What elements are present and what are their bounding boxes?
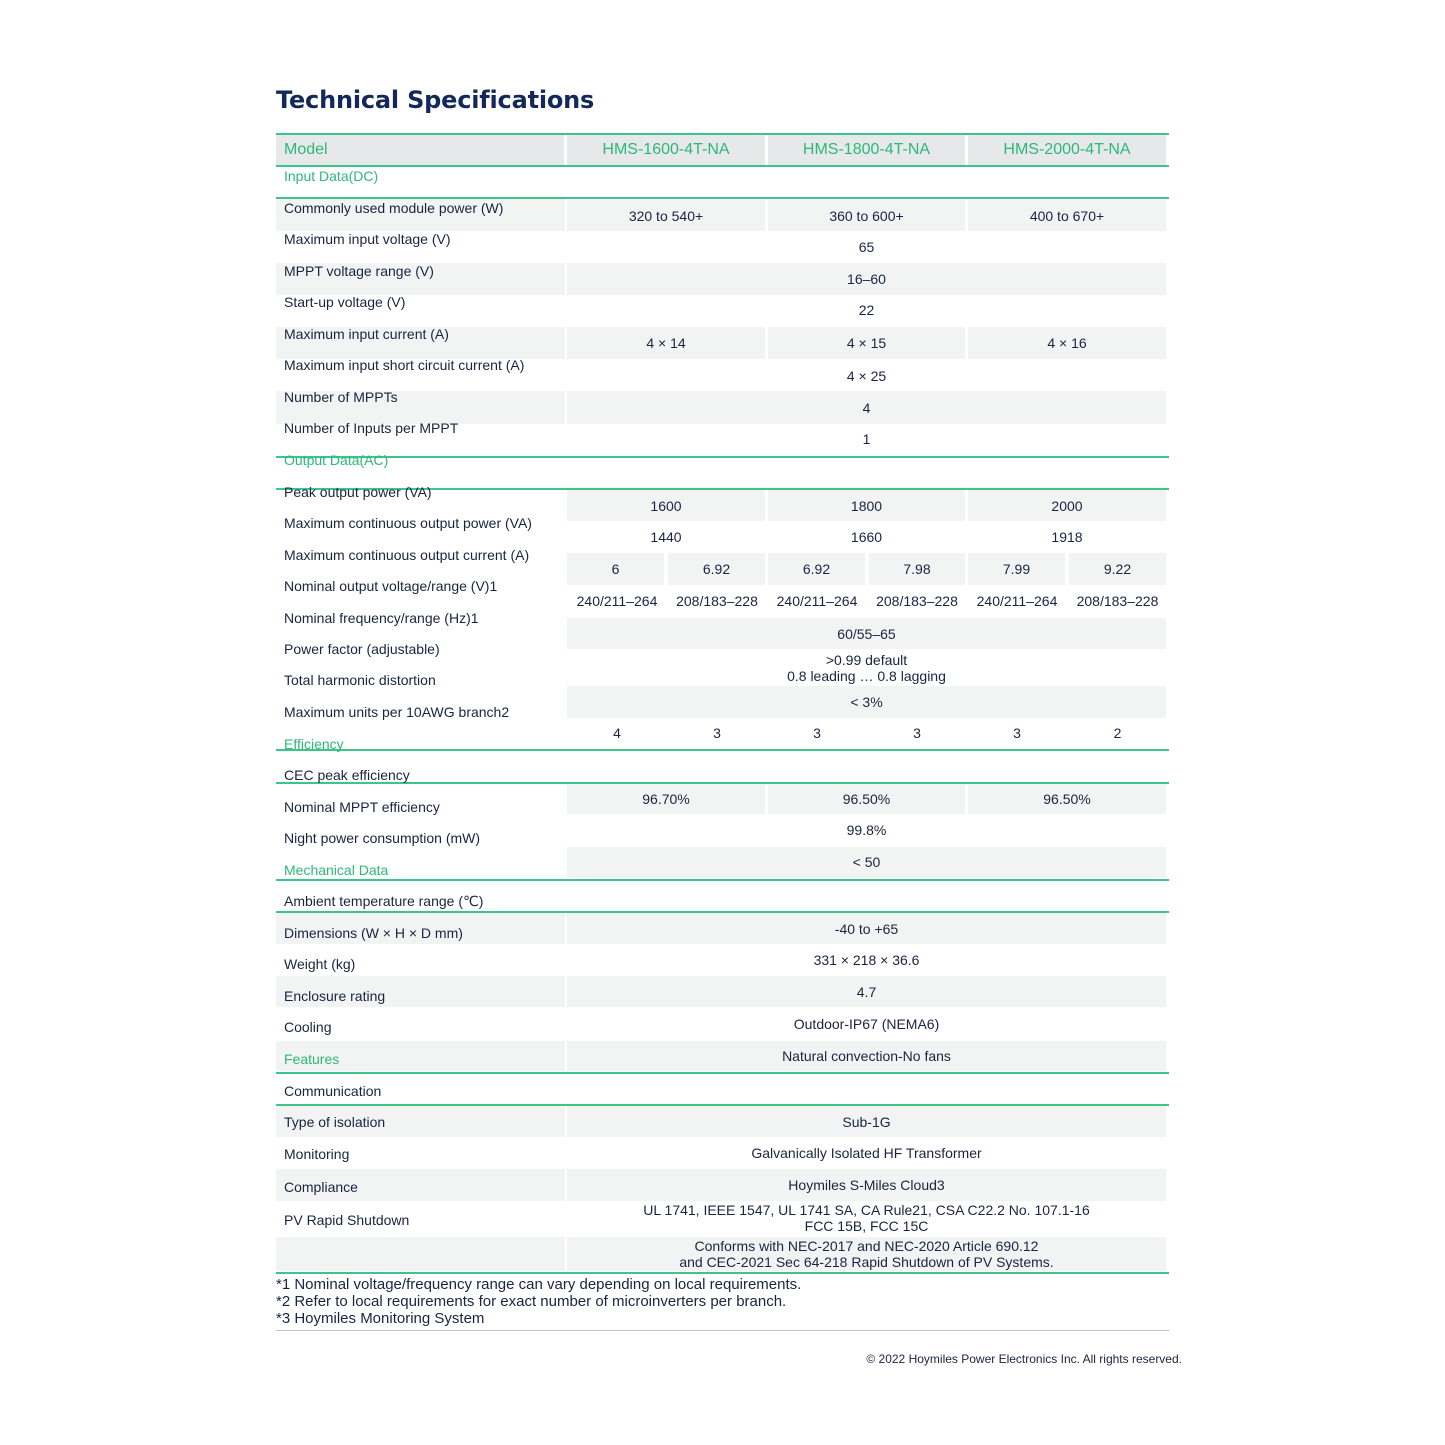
label-compliance: Compliance (284, 1179, 358, 1195)
label-thd: Total harmonic distortion (284, 672, 436, 688)
label-inputs-per-mppt: Number of Inputs per MPPT (284, 420, 459, 436)
value-weight: 4.7 (567, 976, 1166, 1007)
value-max-units-1: 4 (613, 725, 621, 741)
label-power-factor: Power factor (adjustable) (284, 641, 440, 657)
value-nominal-voltage-3: 240/211–264 (776, 592, 858, 609)
value-night-power: < 50 (567, 847, 1166, 877)
value-cec-peak-1: 96.70% (567, 784, 765, 814)
label-enclosure: Enclosure rating (284, 988, 386, 1004)
value-monitoring: Hoymiles S-Miles Cloud3 (567, 1169, 1166, 1201)
value-inputs-per-mppt: 1 (862, 430, 871, 447)
value-nominal-voltage-2: 208/183–228 (676, 592, 758, 609)
value-max-cont-power-3: 1918 (1051, 528, 1083, 545)
value-max-input-voltage: 65 (858, 238, 875, 255)
value-max-cont-power-2: 1660 (850, 528, 883, 545)
label-max-input-current: Maximum input current (A) (284, 326, 449, 342)
row-band (276, 1237, 565, 1271)
value-module-power-3: 400 to 670+ (968, 200, 1166, 231)
header-model-2: HMS-1800-4T-NA (768, 135, 965, 165)
value-nominal-voltage-6: 208/183–228 (1076, 592, 1159, 609)
section-output-data: Output Data(AC) (284, 452, 389, 468)
label-peak-output: Peak output power (VA) (284, 484, 432, 500)
label-night-power: Night power consumption (mW) (284, 830, 481, 846)
value-max-units-2: 3 (713, 725, 721, 741)
rule-line (276, 165, 1169, 167)
label-nominal-voltage: Nominal output voltage/range (V)1 (284, 578, 498, 594)
value-compliance-line2: FCC 15B, FCC 15C (804, 1218, 929, 1234)
section-features: Features (284, 1051, 340, 1067)
value-max-cont-current-4: 7.98 (869, 553, 965, 585)
label-max-short-circuit: Maximum input short circuit current (A) (284, 357, 525, 373)
value-module-power-2: 360 to 600+ (768, 200, 965, 231)
footnote-2: *2 Refer to local requirements for exact number of microinverters per branch. (276, 1293, 787, 1310)
label-mppt-range: MPPT voltage range (V) (284, 263, 434, 279)
value-module-power-1: 320 to 540+ (567, 200, 765, 231)
header-model-cell (276, 135, 564, 165)
label-cec-peak: CEC peak efficiency (284, 767, 410, 783)
value-power-factor (567, 650, 1166, 686)
value-max-cont-current-1: 6 (567, 553, 664, 585)
value-max-units-4: 3 (913, 725, 921, 741)
header-model-label: Model (284, 141, 328, 158)
value-max-cont-current-3: 6.92 (768, 553, 865, 585)
label-monitoring: Monitoring (284, 1146, 350, 1162)
footer-divider (276, 1330, 1169, 1331)
label-ambient-temp: Ambient temperature range (℃) (284, 893, 484, 909)
label-weight: Weight (kg) (284, 956, 356, 972)
value-max-cont-current-5: 7.99 (968, 553, 1065, 585)
label-dimensions: Dimensions (W × H × D mm) (284, 925, 463, 941)
value-nominal-voltage-4: 208/183–228 (876, 592, 958, 609)
label-communication: Communication (284, 1083, 382, 1099)
value-rapid-shutdown-line1: Conforms with NEC-2017 and NEC-2020 Article 690.12 (694, 1238, 1039, 1254)
rule-line (276, 1072, 1169, 1074)
label-num-mppts: Number of MPPTs (284, 389, 398, 405)
label-nominal-mppt-eff: Nominal MPPT efficiency (284, 799, 440, 815)
label-startup-voltage: Start-up voltage (V) (284, 294, 406, 310)
value-max-cont-current-6: 9.22 (1069, 553, 1166, 585)
value-dimensions: 331 × 218 × 36.6 (813, 951, 920, 968)
section-input-data: Input Data(DC) (284, 168, 379, 184)
value-isolation: Galvanically Isolated HF Transformer (751, 1144, 982, 1161)
value-communication: Sub-1G (567, 1106, 1166, 1137)
value-cec-peak-2: 96.50% (768, 784, 965, 814)
value-peak-output-2: 1800 (768, 490, 965, 521)
value-max-short-circuit: 4 × 25 (846, 367, 887, 384)
value-nominal-voltage-1: 240/211–264 (576, 592, 658, 609)
label-max-cont-power: Maximum continuous output power (VA) (284, 515, 532, 531)
page-title: Technical Specifications (276, 86, 595, 114)
label-max-input-voltage: Maximum input voltage (V) (284, 231, 451, 247)
value-nominal-voltage-5: 240/211–264 (976, 592, 1058, 609)
value-power-factor-line2: 0.8 leading … 0.8 lagging (787, 668, 946, 684)
label-nominal-frequency: Nominal frequency/range (Hz)1 (284, 610, 479, 626)
value-max-input-current-1: 4 × 14 (567, 327, 765, 359)
value-max-input-current-3: 4 × 16 (968, 327, 1166, 359)
header-model-1: HMS-1600-4T-NA (567, 135, 765, 165)
value-peak-output-3: 2000 (968, 490, 1166, 521)
value-rapid-shutdown-line2: and CEC-2021 Sec 64-218 Rapid Shutdown of PV Systems. (679, 1254, 1054, 1270)
value-ambient-temp: -40 to +65 (567, 913, 1166, 944)
footnote-3: *3 Hoymiles Monitoring System (276, 1310, 485, 1327)
section-mechanical: Mechanical Data (284, 862, 389, 878)
value-cec-peak-3: 96.50% (968, 784, 1166, 814)
section-efficiency: Efficiency (284, 736, 344, 752)
rule-line (276, 133, 1169, 135)
value-nominal-frequency: 60/55–65 (567, 618, 1166, 649)
value-nominal-mppt-eff: 99.8% (846, 822, 887, 838)
value-mppt-range: 16–60 (567, 263, 1166, 295)
value-max-units-5: 3 (1013, 725, 1021, 741)
value-rapid-shutdown (567, 1237, 1166, 1271)
label-max-cont-current: Maximum continuous output current (A) (284, 547, 530, 563)
value-max-units-3: 3 (813, 725, 821, 741)
value-cooling: Natural convection-No fans (567, 1041, 1166, 1071)
copyright: © 2022 Hoymiles Power Electronics Inc. All rights reserved. (866, 1352, 1182, 1366)
rule-line (276, 879, 1169, 881)
value-max-cont-current-2: 6.92 (668, 553, 765, 585)
label-isolation: Type of isolation (284, 1114, 386, 1130)
rule-line (276, 749, 1169, 751)
value-thd: < 3% (567, 686, 1166, 718)
rule-line (276, 1272, 1169, 1274)
footnote-1: *1 Nominal voltage/frequency range can vary depending on local requirements. (276, 1276, 802, 1293)
value-num-mppts: 4 (567, 391, 1166, 424)
label-rapid-shutdown: PV Rapid Shutdown (284, 1212, 410, 1228)
value-enclosure: Outdoor-IP67 (NEMA6) (793, 1015, 940, 1032)
label-cooling: Cooling (284, 1019, 332, 1035)
value-startup-voltage: 22 (858, 301, 875, 318)
value-max-units-6: 2 (1113, 725, 1122, 741)
value-peak-output-1: 1600 (567, 490, 765, 521)
value-compliance (567, 1201, 1166, 1235)
header-model-3: HMS-2000-4T-NA (968, 135, 1166, 165)
label-module-power: Commonly used module power (W) (284, 200, 504, 216)
rule-line (276, 456, 1169, 458)
value-max-cont-power-1: 1440 (650, 528, 682, 545)
value-max-input-current-2: 4 × 15 (768, 327, 965, 359)
value-compliance-line1: UL 1741, IEEE 1547, UL 1741 SA, CA Rule21, CSA C22.2 No. 107.1-16 (643, 1202, 1090, 1218)
label-max-units: Maximum units per 10AWG branch2 (284, 704, 510, 720)
value-power-factor-line1: >0.99 default (825, 652, 908, 668)
